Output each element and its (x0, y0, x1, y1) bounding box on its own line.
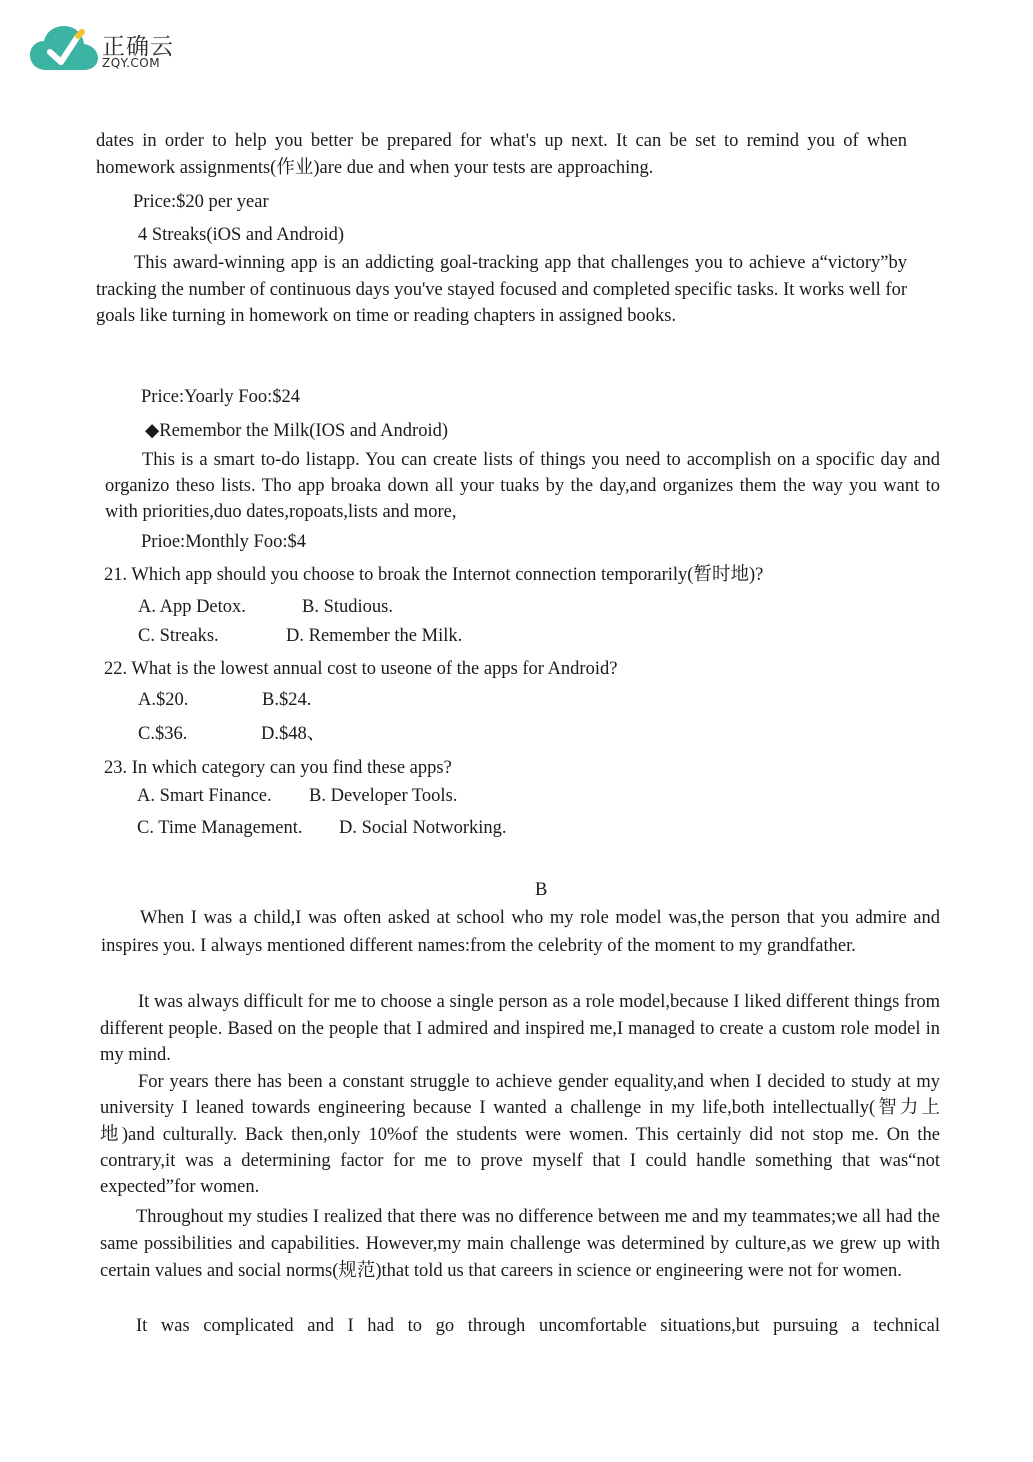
question-option: B.$24. (262, 690, 312, 710)
question-stem: 21. Which app should you choose to broak the Internot connection temporarily(暂时地)? (104, 565, 764, 585)
logo-name: 正确云 (102, 34, 174, 60)
price-line-1: Price:$20 per year (133, 192, 269, 212)
cloud-check-icon (30, 22, 98, 74)
question-stem: 23. In which category can you find these apps? (104, 758, 452, 778)
passage-paragraph: Throughout my studies I realized that there was no difference between me and my teammates;we all had the same possibilities and capabilities. However,my main challenge was determined by culture,as we grew up with certain values and social norms(规范)that told us that careers in science or engineering were not for women. (100, 1207, 940, 1281)
question-option: B. Developer Tools. (309, 786, 458, 806)
price-line-3: Prioe:Monthly Foo:$4 (141, 532, 306, 552)
passage-paragraph: It was always difficult for me to choose a single person as a role model,because I liked different things from different people. Based on the people that I admired and inspired me,I managed to create a custom role model in my mind. (100, 992, 940, 1065)
question-stem: 22. What is the lowest annual cost to useone of the apps for Android? (104, 659, 618, 679)
logo-domain: ZQY.COM (102, 56, 161, 70)
intro-paragraph: dates in order to help you better be prepared for what's up next. It can be set to remind you of when homework assignments(作业)are due and when your tests are approaching. (96, 131, 907, 178)
question-option: A.$20. (138, 690, 189, 710)
app-desc-remember-milk: This is a smart to-do listapp. You can create lists of things you need to accomplish on a spocific day and organizo theso lists. Tho app broaka down all your tuaks by the day,and organizes them the way you want to with priorities,duo dates,ropoats,lists and more, (105, 450, 940, 522)
passage-paragraph: When I was a child,I was often asked at school who my role model was,the person that you admire and inspires you. I always mentioned different names:from the celebrity of the moment to my grandfather. (101, 908, 940, 956)
passage-paragraph: It was complicated and I had to go through uncomfortable situations,but pursuing a technical (136, 1316, 940, 1336)
app-title-streaks: 4 Streaks(iOS and Android) (138, 225, 345, 245)
section-heading: B (535, 880, 548, 900)
question-option: D.$48、 (261, 724, 326, 744)
question-option: C.$36. (138, 724, 188, 744)
question-option: D. Remember the Milk. (286, 626, 463, 646)
app-title-remember-milk: ◆Remembor the Milk(IOS and Android) (145, 421, 448, 441)
question-option: C. Streaks. (138, 626, 219, 646)
question-option: C. Time Management. (137, 818, 303, 838)
passage-paragraph: For years there has been a constant struggle to achieve gender equality,and when I decided to study at my university I leaned towards engineering because I wanted a challenge in my life,both intellectually(智力上地)and culturally. Back then,only 10%of the students were women. This certainly did not stop me. On the contrary,it was a determining factor for me to prove myself that I could handle something that was“not expected”for women. (100, 1072, 940, 1198)
site-logo (30, 22, 190, 78)
question-option: B. Studious. (302, 597, 393, 617)
app-desc-streaks: This award-winning app is an addicting goal-tracking app that challenges you to achieve a“victory”by tracking the number of continuous days you've stayed focused and completed specific tasks. It works well for goals like turning in homework on time or reading chapters in assigned books. (96, 253, 907, 327)
question-option: A. App Detox. (138, 597, 246, 617)
price-line-2: Price:Yoarly Foo:$24 (141, 387, 300, 407)
question-option: A. Smart Finance. (137, 786, 272, 806)
question-option: D. Social Notworking. (339, 818, 507, 838)
